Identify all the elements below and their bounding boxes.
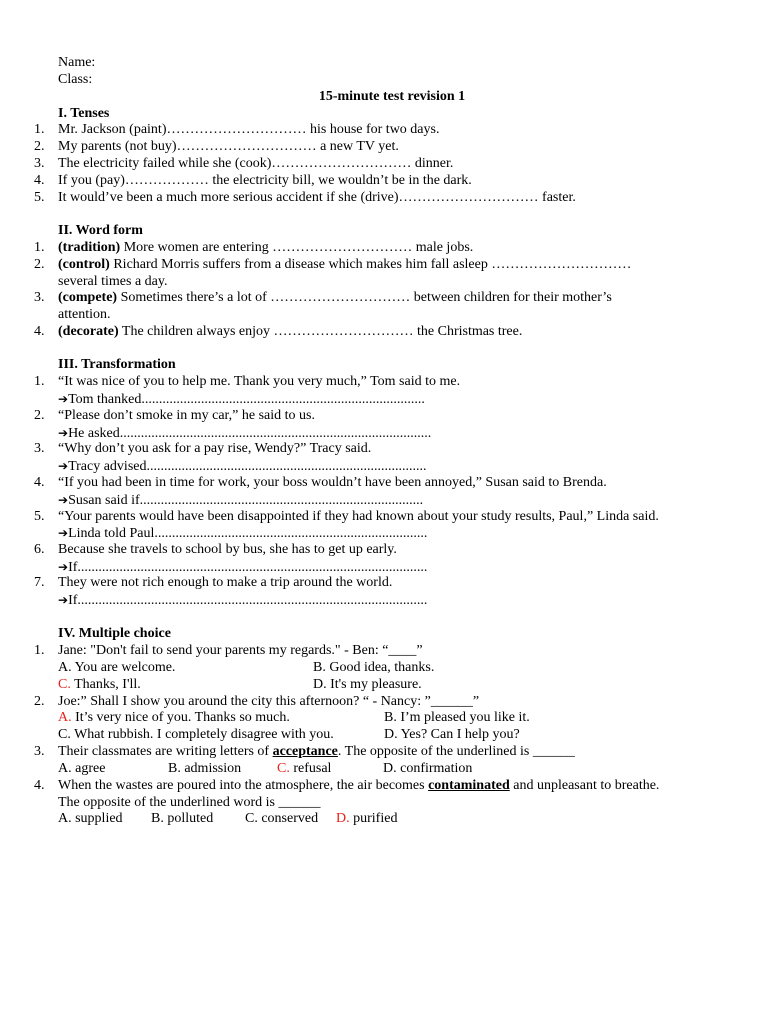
transformation-answer-7: ➔If.................................................................................................... xyxy=(58,593,428,608)
arrow-icon: ➔ xyxy=(58,560,69,574)
question-number: 4. xyxy=(34,324,45,339)
keyword: (tradition) xyxy=(58,240,121,255)
mc-option-1b: B. Good idea, thanks. xyxy=(313,660,435,675)
transformation-answer-3: ➔Tracy advised................................................................................ xyxy=(58,459,427,474)
mc-option-2b: B. I’m pleased you like it. xyxy=(384,710,530,725)
mc-option-4a: A. supplied xyxy=(58,811,123,826)
transformation-answer-4: ➔Susan said if................................................................................. xyxy=(58,493,424,508)
tenses-question-2: My parents (not buy)………………………… a new TV yet. xyxy=(58,139,399,154)
mc-option-3b: B. admission xyxy=(168,761,242,776)
answer-letter: C. xyxy=(277,761,290,776)
underlined-word: contaminated xyxy=(428,778,510,793)
transformation-question-6: Because she travels to school by bus, she has to get up early. xyxy=(58,542,397,557)
mc-option-2a: A. It’s very nice of you. Thanks so much. xyxy=(58,710,290,725)
mc-option-1d: D. It's my pleasure. xyxy=(313,677,422,692)
underlined-word: acceptance xyxy=(272,744,338,759)
class-label: Class: xyxy=(58,72,93,87)
transformation-question-7: They were not rich enough to make a trip around the world. xyxy=(58,575,393,590)
tenses-question-5: It would’ve been a much more serious accident if she (drive)………………………… faster. xyxy=(58,190,576,205)
section-heading-tenses: I. Tenses xyxy=(58,106,110,121)
word-form-question-2: (control) Richard Morris suffers from a disease which makes him fall asleep ………………………… xyxy=(58,257,632,272)
arrow-icon: ➔ xyxy=(58,593,69,607)
section-heading-transformation: III. Transformation xyxy=(58,357,176,372)
mc-option-4c: C. conserved xyxy=(245,811,319,826)
transformation-answer-5: ➔Linda told Paul.............................................................................. xyxy=(58,526,428,541)
question-number: 5. xyxy=(34,190,45,205)
question-number: 4. xyxy=(34,778,45,793)
question-number: 3. xyxy=(34,441,45,456)
arrow-icon: ➔ xyxy=(58,493,69,507)
answer-letter: C. xyxy=(58,677,71,692)
arrow-icon: ➔ xyxy=(58,426,69,440)
question-number: 6. xyxy=(34,542,45,557)
question-number: 4. xyxy=(34,475,45,490)
tenses-question-4: If you (pay)……………… the electricity bill, we wouldn’t be in the dark. xyxy=(58,173,472,188)
question-number: 1. xyxy=(34,643,45,658)
transformation-question-3: “Why don’t you ask for a pay rise, Wendy?” Tracy said. xyxy=(58,441,372,456)
question-number: 5. xyxy=(34,509,45,524)
mc-question-2: Joe:” Shall I show you around the city this afternoon? “ - Nancy: ”______” xyxy=(58,694,480,709)
question-number: 2. xyxy=(34,408,45,423)
question-number: 2. xyxy=(34,139,45,154)
keyword: (decorate) xyxy=(58,324,119,339)
mc-option-3a: A. agree xyxy=(58,761,106,776)
answer-letter: D. xyxy=(336,811,350,826)
mc-option-4d: D. purified xyxy=(336,811,398,826)
name-label: Name: xyxy=(58,55,96,70)
transformation-question-2: “Please don’t smoke in my car,” he said to us. xyxy=(58,408,315,423)
mc-option-2d: D. Yes? Can I help you? xyxy=(384,727,520,742)
mc-question-4-cont: The opposite of the underlined word is ______ xyxy=(58,795,321,810)
answer-letter: A. xyxy=(58,710,72,725)
arrow-icon: ➔ xyxy=(58,392,69,406)
word-form-question-4: (decorate) The children always enjoy ………………………… the Christmas tree. xyxy=(58,324,523,339)
question-number: 3. xyxy=(34,744,45,759)
word-form-question-1: (tradition) More women are entering ………………………… male jobs. xyxy=(58,240,474,255)
transformation-answer-1: ➔Tom thanked................................................................................. xyxy=(58,392,425,407)
arrow-icon: ➔ xyxy=(58,459,69,473)
mc-question-3: Their classmates are writing letters of acceptance. The opposite of the underlined is ______ xyxy=(58,744,575,759)
transformation-question-4: “If you had been in time for work, your boss wouldn’t have been annoyed,” Susan said to Brenda. xyxy=(58,475,607,490)
question-number: 1. xyxy=(34,374,45,389)
page-title: 15-minute test revision 1 xyxy=(318,89,466,104)
section-heading-word-form: II. Word form xyxy=(58,223,143,238)
word-form-question-3: (compete) Sometimes there’s a lot of ………………………… between children for their mother’s xyxy=(58,290,612,305)
mc-question-1: Jane: "Don't fail to send your parents my regards." - Ben: “____” xyxy=(58,643,423,658)
question-number: 1. xyxy=(34,122,45,137)
transformation-answer-2: ➔He asked......................................................................................... xyxy=(58,426,432,441)
mc-option-3c: C. refusal xyxy=(277,761,332,776)
question-number: 1. xyxy=(34,240,45,255)
keyword: (compete) xyxy=(58,290,118,305)
word-form-question-2-cont: several times a day. xyxy=(58,274,168,289)
tenses-question-3: The electricity failed while she (cook)………………………… dinner. xyxy=(58,156,454,171)
mc-option-1c: C. Thanks, I'll. xyxy=(58,677,141,692)
mc-option-4b: B. polluted xyxy=(151,811,214,826)
question-number: 4. xyxy=(34,173,45,188)
word-form-question-3-cont: attention. xyxy=(58,307,111,322)
transformation-question-1: “It was nice of you to help me. Thank you very much,” Tom said to me. xyxy=(58,374,461,389)
mc-option-1a: A. You are welcome. xyxy=(58,660,176,675)
question-number: 2. xyxy=(34,257,45,272)
tenses-question-1: Mr. Jackson (paint)………………………… his house for two days. xyxy=(58,122,440,137)
question-number: 3. xyxy=(34,290,45,305)
keyword: (control) xyxy=(58,257,110,272)
transformation-answer-6: ➔If.................................................................................................... xyxy=(58,560,428,575)
question-number: 7. xyxy=(34,575,45,590)
arrow-icon: ➔ xyxy=(58,526,69,540)
section-heading-multiple-choice: IV. Multiple choice xyxy=(58,626,171,641)
question-number: 2. xyxy=(34,694,45,709)
mc-question-4: When the wastes are poured into the atmosphere, the air becomes contaminated and unpleasant to breathe. xyxy=(58,778,660,793)
question-number: 3. xyxy=(34,156,45,171)
transformation-question-5: “Your parents would have been disappointed if they had known about your study results, Paul,” Linda said. xyxy=(58,509,659,524)
mc-option-3d: D. confirmation xyxy=(383,761,473,776)
mc-option-2c: C. What rubbish. I completely disagree with you. xyxy=(58,727,334,742)
